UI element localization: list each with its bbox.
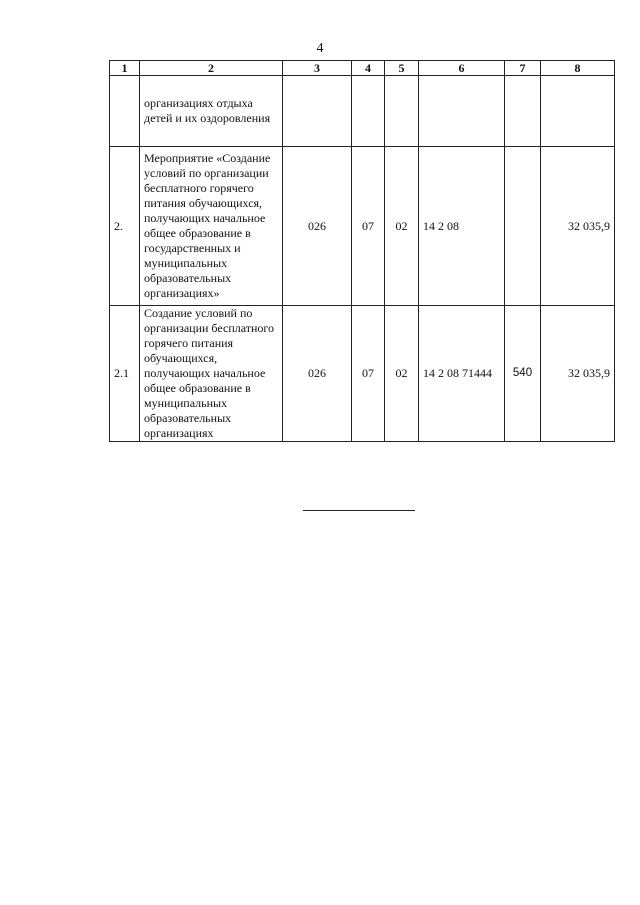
cell-subsection: 02 — [385, 147, 419, 306]
cell-subsection: 02 — [385, 306, 419, 442]
column-header-7: 7 — [505, 61, 541, 76]
cell-section: 07 — [352, 147, 385, 306]
end-divider-line — [303, 510, 415, 511]
column-header-4: 4 — [352, 61, 385, 76]
table-row — [110, 76, 615, 147]
row-description: организациях отдыха детей и их оздоровления — [140, 76, 283, 147]
cell-ministry-code: 026 — [283, 147, 352, 306]
cell-ministry-code: 026 — [283, 306, 352, 442]
cell-expense-type — [505, 76, 541, 147]
cell-section: 07 — [352, 306, 385, 442]
budget-table — [109, 60, 615, 442]
cell-ministry-code — [283, 76, 352, 147]
column-header-8: 8 — [541, 61, 615, 76]
cell-amount: 32 035,9 — [541, 306, 615, 442]
page-number: 4 — [316, 41, 324, 56]
column-header-5: 5 — [385, 61, 419, 76]
cell-amount — [541, 76, 615, 147]
row-number — [110, 76, 140, 147]
table-row — [110, 147, 615, 306]
cell-subsection — [385, 76, 419, 147]
cell-amount: 32 035,9 — [541, 147, 615, 306]
row-number: 2. — [110, 147, 140, 306]
column-header-6: 6 — [419, 61, 505, 76]
cell-expense-type: 540 — [505, 306, 541, 442]
row-number: 2.1 — [110, 306, 140, 442]
column-header-1: 1 — [110, 61, 140, 76]
row-description: Мероприятие «Создание условий по организации бесплатного горячего питания обучающихся, получающих начальное общее образование в государственных и муниципальных образовательных организациях» — [140, 147, 283, 306]
column-header-3: 3 — [283, 61, 352, 76]
cell-target-article: 14 2 08 — [419, 147, 505, 306]
header-row — [110, 61, 615, 76]
column-header-2: 2 — [140, 61, 283, 76]
cell-section — [352, 76, 385, 147]
cell-target-article — [419, 76, 505, 147]
cell-target-article: 14 2 08 71444 — [419, 306, 505, 442]
table-row — [110, 306, 615, 442]
cell-expense-type — [505, 147, 541, 306]
row-description: Создание условий по организации бесплатного горячего питания обучающихся, получающих начальное общее образование в муниципальных образовательных организациях — [140, 306, 283, 442]
